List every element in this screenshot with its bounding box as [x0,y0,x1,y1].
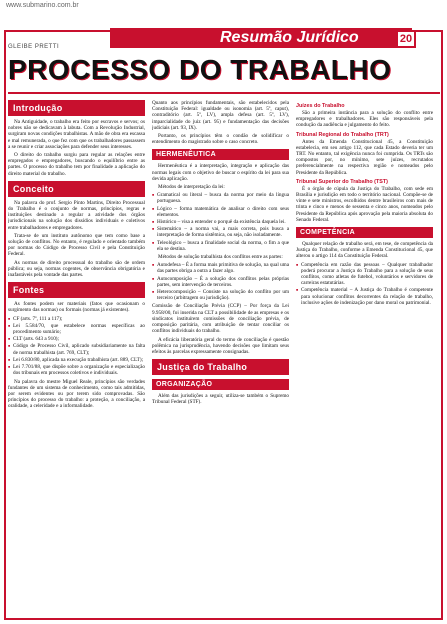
list-item: ■ Histórico – visa a entender o porquê da existência daquela lei. [152,219,289,225]
paragraph: Hermenêutica é a interpretação, integração e aplicação das normas legais com o objetivo de buscar o espírito da lei para sua devida aplicação. [152,163,289,182]
subheading-trt: Tribunal Regional do Trabalho (TRT) [296,131,389,138]
list-item: ■ CLT (arts. 643 a 910); [8,336,145,342]
list-item: ■ Autodefesa – É a forma mais primitiva de solução, na qual uma das partes obriga a outra a fazer algo. [152,262,289,274]
watermark: www.submarino.com.br [6,2,79,9]
paragraph: Na Antiguidade, o trabalho era feito por escravos e servos; os nobres não se dedicavam à labuta. Com a Revolução Industrial, surgiram novas condições trabalhistas. A mão de obra era escassa e mal remunerada, o que fez com que os trabalhadores passassem a se reunir e criar associações para defender seus interesses. [8,119,145,150]
author: GLEIBE PRETTI [8,44,60,50]
sources-list [8,316,145,377]
list-item: ■ Teleológico – busca a finalidade social da norma, o fim a que ela se destina. [152,240,289,252]
competence-list [296,262,433,306]
paragraph: As fontes podem ser materiais (fatos que ocasionam o surgimento das normas) ou formais (normas já existentes). [8,301,145,314]
paragraph: A eficácia liberatória geral do termo de conciliação é questão polêmica na jurisprudência, havendo decisões que limitam seus efeitos às parcelas expressamente consignadas. [152,336,289,355]
section-heading-introduction: Introdução [8,100,145,116]
paragraph: Quanto aos princípios fundamentais, são estabelecidos pela Constituição Federal: igualdade ou isonomia (art. 5º, caput), contraditório (art. 5º, LV), ampla defesa (art. 5º, LV), imparcialidade do juiz (art. 95) e fundamentação das decisões judiciais (art. 93, IX). [152,100,289,131]
list-item: ■ Lógico – forma matemática de analisar o direito com seus elementos. [152,206,289,218]
column-3 [296,100,433,614]
section-heading-competence: COMPETÊNCIA [296,227,433,238]
series-title: Resumão Jurídico [220,29,359,46]
column-1 [8,100,145,614]
list-item: ■ Sistemático – a norma vai, a mais correta, pois busca a interpretação de forma sistêmica, ou seja, não isoladamente. [152,226,289,238]
paragraph: Portanto, os princípios têm o condão de solidificar o entendimento do magistrado sobre o caso concreto. [152,133,289,146]
section-heading-organization: ORGANIZAÇÃO [152,379,289,390]
paragraph: O direito do trabalho surgiu para regular as relações entre empregados e empregadores, buscando o equilíbrio entre as partes. O processo do trabalho tem por finalidade a aplicação do direito material do trabalho. [8,152,145,177]
paragraph: Qualquer relação de trabalho será, em tese, de competência da Justiça do Trabalho, conforme a Emenda Constitucional 45, que alterou o artigo 114 da Constituição Federal. [296,241,433,260]
paragraph: Antes da Emenda Constitucional 45, a Constituição estabelecia, em seu artigo 112, que cada Estado deveria ter um TRT. No entanto, tal exigência nunca foi cumprida. Os TRTs são compostos por, no mínimo, sete juízes, recrutados preferencialmente na respectiva região e nomeados pelo Presidente da República. [296,138,433,176]
section-heading-hermeneutics: HERMENÊUTICA [152,149,289,160]
subheading-labor-judges: Juízes do Trabalho [296,103,345,109]
paragraph: Na palavra do prof. Sergio Pinto Martins, Direito Processual do Trabalho é o conjunto de normas, princípios, regras e instituições destinado a regular a atividade dos órgãos jurisdicionais na solução dos dissídios individuais e coletivos entre trabalhadores e empregadores. [8,199,145,231]
list-item: ■ Autocomposição – É a solução dos conflitos pelas próprias partes, sem intervenção de terceiros. [152,276,289,288]
paragraph: São a primeira instância para a solução do conflito entre empregadores e trabalhadores. Eles são responsáveis pela condução da audiência e julgamento do feito. [296,110,433,129]
list-item: ■ Código de Processo Civil, aplicado subsidiariamente na falta de norma trabalhista (art. 769, CLT); [8,343,145,355]
list-item: ■ Heterocomposição – Consiste na solução do conflito por um terceiro (arbitragem ou jurisdição). [152,289,289,301]
paragraph: É o órgão de cúpula da Justiça do Trabalho, com sede em Brasília e jurisdição em todo o território nacional. Compõe-se de vinte e sete ministros, escolhidos dentre brasileiros com mais de trinta e cinco e menos de sessenta e cinco anos, nomeados pelo Presidente da República após aprovação pela maioria absoluta do Senado Federal. [296,185,433,223]
section-heading-concept: Conceito [8,181,145,197]
interpretation-methods-list [152,192,289,252]
paragraph: Além das jurisdições a seguir, utiliza-se também o Supremo Tribunal Federal (STF). [152,393,289,406]
series-number: 20 [396,30,416,48]
list-item: ■ Gramatical ou literal – busca da norma por meio da língua portuguesa. [152,192,289,204]
paragraph: Comissão de Conciliação Prévia (CCP) – Por força da Lei 9.958/00, foi inserida na CLT a possibilidade de as empresas e os sindicatos instituírem comissões de conciliação prévia, de composição paritária, com atribuição de tentar conciliar os conflitos individuais do trabalho. [152,303,289,335]
section-heading-sources: Fontes [8,282,145,298]
paragraph: Métodos de solução trabalhista dos conflitos entre as partes: [158,254,283,261]
solution-methods-list [152,262,289,301]
paragraph: As normas de direito processual do trabalho são de ordem pública; ou seja, normas cogentes, de observância obrigatória e inafastáveis pela vontade das partes. [8,259,145,279]
paragraph: Na palavra do mestre Miguel Reale, princípios são verdades fundantes de um sistema de conhecimento, como tais admitidas, por serem evidentes ou por terem sido comprovadas. São princípios do processo do trabalho: a proteção, a conciliação, a oralidade, a celeridade e a informalidade. [8,378,145,410]
subheading-tst: Tribunal Superior do Trabalho (TST) [296,178,388,185]
list-item: ■ CF (arts. 7º, 111 a 117); [8,316,145,322]
list-item: ■ Lei 6.830/80, aplicada na execução trabalhista (art. 889, CLT); [8,357,145,363]
page-title: PROCESSO DO TRABALHO [8,54,392,85]
list-item: ■ Competência material – A Justiça do Trabalho é competente para solucionar conflitos decorrentes da relação de trabalho, inclusive ações de indenização por dano moral ou patrimonial. [296,287,433,306]
list-item: ■ Lei 5.584/70, que estabelece normas específicas ao procedimento sumário; [8,323,145,335]
title-divider [8,92,440,94]
paragraph: Trata-se de um instituto autônomo que tem como base a solução de conflitos. No entanto, é regulado e orientado também por normas do Código de Processo Civil e pela Constituição Federal. [8,232,145,258]
list-item: ■ Lei 7.701/88, que dispõe sobre a organização e especialização dos tribunais em processos coletivos e individuais. [8,364,145,376]
column-2 [152,100,289,614]
list-item: ■ Competência em razão das pessoas – Qualquer trabalhador poderá procurar a Justiça do Trabalho para a solução de seus conflitos, como atletas de futebol, voluntários e servidores de carreiras estatutárias. [296,262,433,287]
paragraph: Métodos de interpretação da lei: [158,184,225,191]
section-heading-labor-justice: Justiça do Trabalho [152,359,289,375]
